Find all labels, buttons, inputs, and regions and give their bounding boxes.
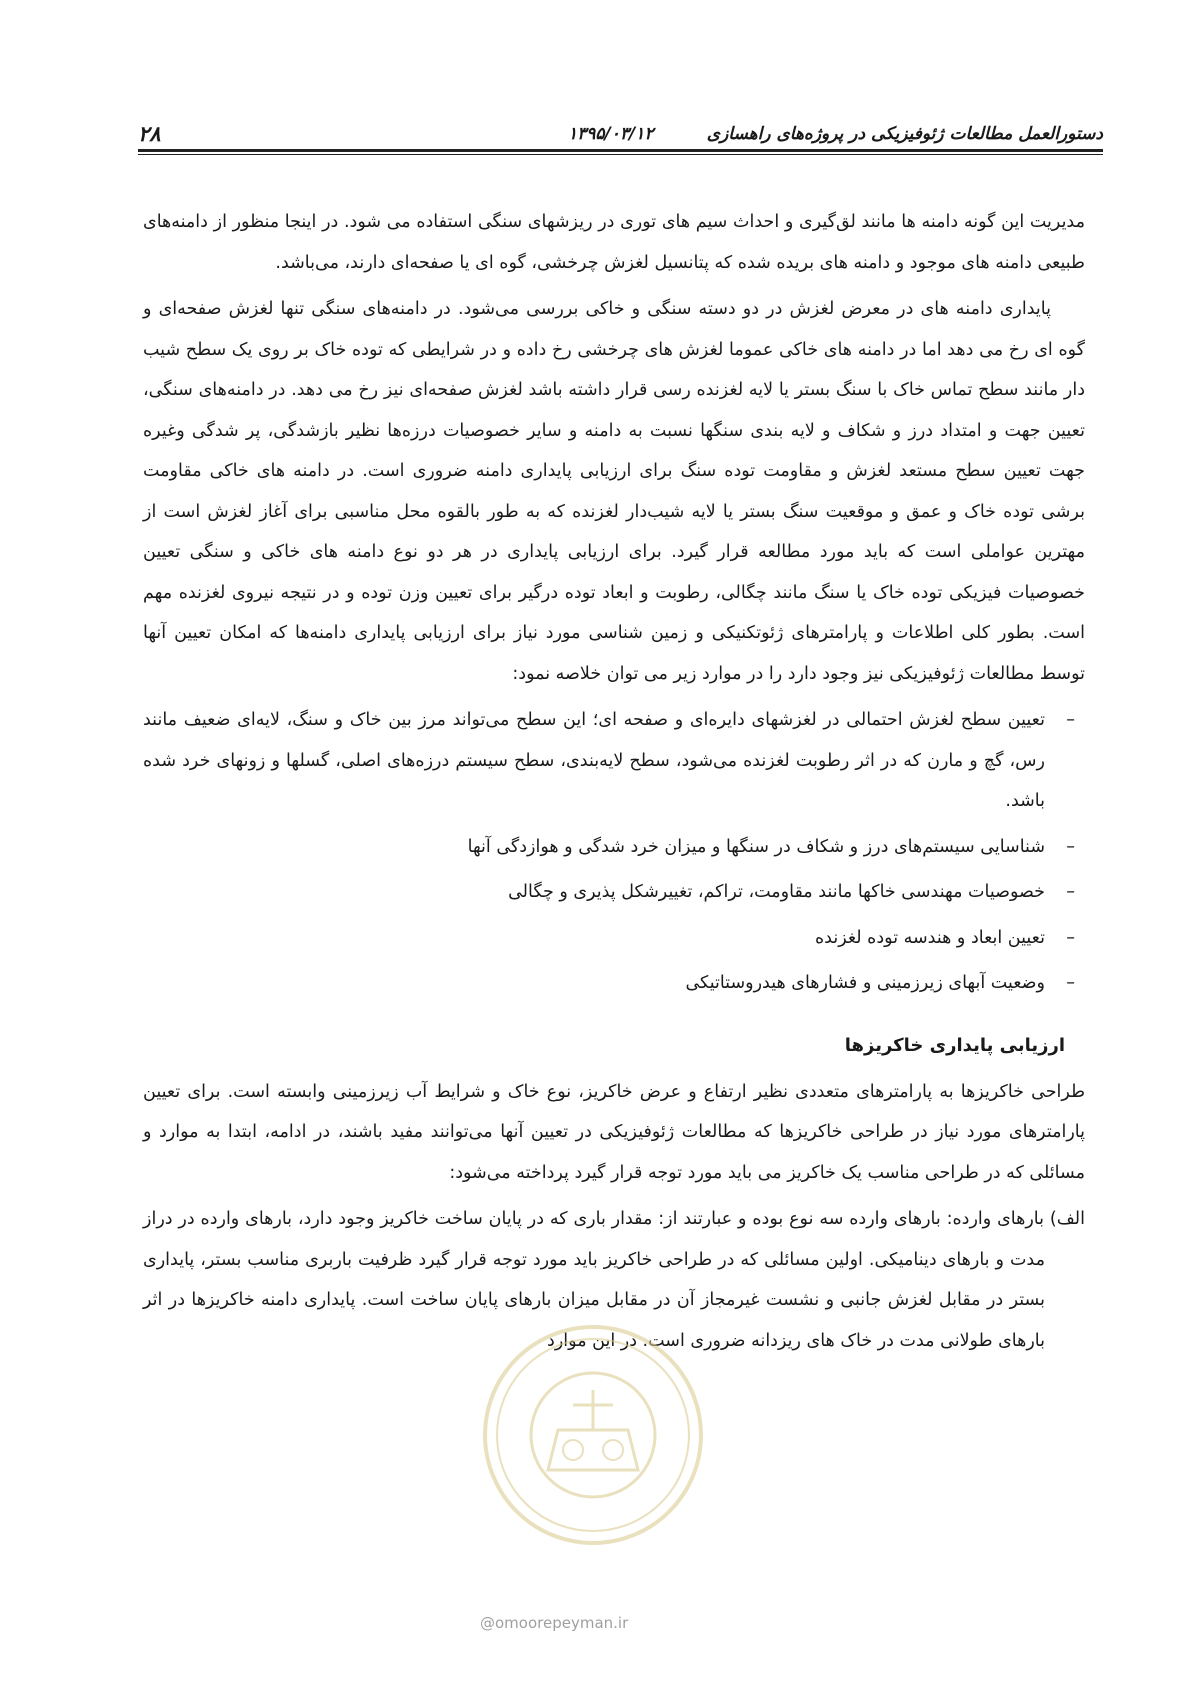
parameter-list xyxy=(143,700,1085,1004)
dash-bullet: – xyxy=(1066,836,1075,857)
header-rule-thick xyxy=(138,149,1103,152)
footer-watermark: @omoorepeyman.ir xyxy=(480,1614,629,1632)
paragraph-loads: الف) بارهای وارده: بارهای وارده سه نوع بوده و عبارتند از: مقدار باری که در پایان ساخت خاکریز وجود دارد، بارهای وارده در دراز مدت و بارهای دینامیکی. اولین مسائلی که در طراحی خاکریز باید مورد توجه قرار گیرد ظرفیت باربری مناسب بستر، پایداری بستر در مقابل لغزش جانبی و نشست غیرمجاز آن در مقابل میزان بارهای پایان ساخت است. پایداری دامنه خاکریزها در اثر بارهای طولانی مدت در خاک های ریزدانه ضروری است. در این موارد xyxy=(143,1209,1085,1351)
dash-bullet: – xyxy=(1066,927,1075,948)
list-item: – شناسایی سیستم‌های درز و شکاف در سنگها و میزان خرد شدگی و هوازدگی آنها xyxy=(143,827,1085,868)
seal-watermark-icon xyxy=(478,1320,708,1550)
paragraph-intro: مدیریت این گونه دامنه ها مانند لق‌گیری و احداث سیم های توری در ریزشهای سنگی استفاده می شود. در اینجا منظور از دامنه‌های طبیعی دامنه های موجود و دامنه های بریده شده که پتانسیل لغزش چرخشی، گوه ای یا صفحه‌ای دارند، می‌باشد. xyxy=(143,212,1085,273)
paragraph-embankment: طراحی خاکریزها به پارامترهای متعددی نظیر ارتفاع و عرض خاکریز، نوع خاک و شرایط آب زیرزمینی وابسته است. برای تعیین پارامترهای مورد نیاز در طراحی خاکریزها که مطالعات ژئوفیزیکی در تعیین آنها می‌توانند مفید باشند، در ادامه، ابتدا به موارد و مسائلی که در طراحی مناسب یک خاکریز می باید مورد توجه قرار گیرد پرداخته می‌شود: xyxy=(143,1081,1085,1183)
header-rule-thin xyxy=(138,154,1103,155)
page-header xyxy=(138,122,1103,156)
list-item: – وضعیت آبهای زیرزمینی و فشارهای هیدروستاتیکی xyxy=(143,963,1085,1004)
list-item: – تعیین ابعاد و هندسه توده لغزنده xyxy=(143,918,1085,959)
dash-bullet: – xyxy=(1066,710,1075,730)
document-body xyxy=(143,202,1085,1367)
dash-bullet: – xyxy=(1066,973,1075,993)
header-title: دستورالعمل مطالعات ژئوفیزیکی در پروژه‌های راهسازی xyxy=(706,124,1103,144)
paragraph-stability: پایداری دامنه های در معرض لغزش در دو دسته سنگی و خاکی بررسی می‌شود. در دامنه‌های سنگی تنها لغزش صفحه‌ای و گوه ای رخ می دهد اما در دامنه های خاکی عموما لغزش های چرخشی رخ داده و در شرایطی که توده خاک بر روی یک سطح شیب دار مانند سطح تماس خاک با سنگ بستر یا لایه لغزنده رسی قرار داشته باشد لغزش صفحه‌ای نیز رخ می دهد. در دامنه‌های سنگی، تعیین جهت و امتداد درز و شکاف و لایه بندی سنگها نسبت به دامنه و سایر خصوصیات درزه‌ها نظیر بازشدگی، پر شدگی وغیره جهت تعیین سطح مستعد لغزش و مقاومت توده سنگ برای ارزیابی پایداری دامنه ضروری است. در دامنه های خاکی مقاومت برشی توده خاک و عمق و موقعیت سنگ بستر یا لایه شیب‌دار لغزنده که به طور بالقوه محل مناسبی برای آغاز لغزش است از مهترین عواملی است که باید مورد مطالعه قرار گیرد. برای ارزیابی پایداری در هر دو نوع دامنه های خاکی و سنگی تعیین خصوصیات فیزیکی توده خاک یا سنگ مانند چگالی، رطوبت و ابعاد توده درگیر برای تعیین وزن توده و در نتیجه نیروی لغزنده مهم است. بطور کلی اطلاعات و پارامترهای ژئوتکنیکی و زمین شناسی مورد نیاز برای ارزیابی پایداری دامنه‌ها که امکان تعیین آنها توسط مطالعات ژئوفیزیکی نیز وجود دارد را در موارد زیر می توان خلاصه نمود: xyxy=(143,299,1085,684)
list-item: – تعیین سطح لغزش احتمالی در لغزشهای دایره‌ای و صفحه ای؛ این سطح می‌تواند مرز بین خاک و سنگ، لایه‌ای ضعیف مانند رس، گچ و مارن که در اثر رطوبت لغزنده می‌شود، سطح لایه‌بندی، سطح سیستم درزه‌های اصلی، گسلها و زونهای خرد شده باشد. xyxy=(143,700,1085,822)
header-date: ۱۳۹۵/۰۳/۱۲ xyxy=(568,124,654,144)
page-number: ۲۸ xyxy=(138,122,161,146)
list-item: – خصوصیات مهندسی خاکها مانند مقاومت، تراکم، تغییرشکل پذیری و چگالی xyxy=(143,872,1085,913)
dash-bullet: – xyxy=(1066,882,1075,902)
section-heading: ارزیابی پایداری خاکریزها xyxy=(844,1034,1065,1056)
